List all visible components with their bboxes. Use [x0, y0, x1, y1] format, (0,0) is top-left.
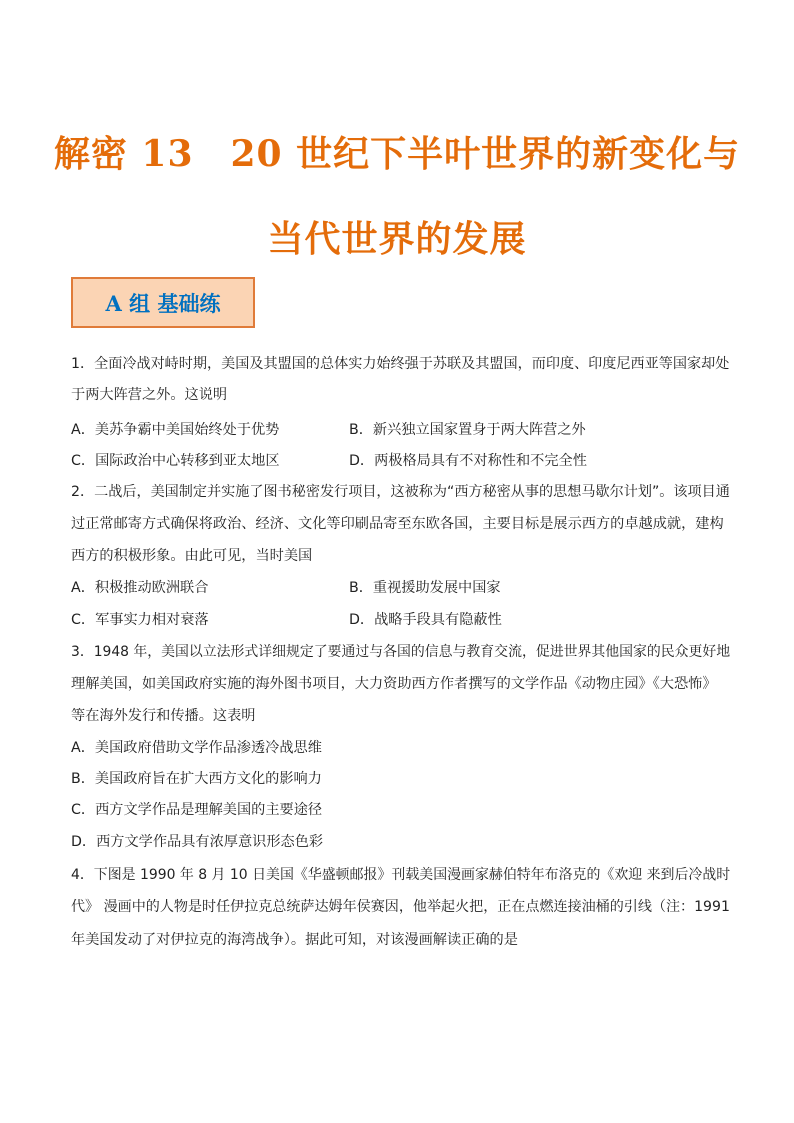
- option-c: C．西方文学作品是理解美国的主要途径: [71, 802, 323, 818]
- question-stem-line: 2．二战后，美国制定并实施了图书秘密发行项目，这被称为“西方秘密从事的思想马歇尔计划”。该项目通: [71, 484, 730, 500]
- group-label-box: [71, 277, 255, 328]
- page-title-line-2: 当代世界的发展: [267, 218, 527, 260]
- option-a: A．美国政府借助文学作品渗透冷战思维: [71, 740, 322, 756]
- option-c: C．国际政治中心转移到亚太地区: [71, 453, 280, 469]
- question-stem-line: 1．全面冷战对峙时期，美国及其盟国的总体实力始终强于苏联及其盟国，而印度、印度尼西亚等国家却处: [71, 356, 730, 372]
- option-a: A．积极推动欧洲联合: [71, 580, 209, 596]
- question-stem-line: 于两大阵营之外。这说明: [71, 387, 228, 403]
- question-stem-line: 等在海外发行和传播。这表明: [71, 708, 256, 724]
- question-stem-line: 4．下图是 1990 年 8 月 10 日美国《华盛顿邮报》刊载美国漫画家赫伯特年布洛克的《欢迎 来到后冷战时: [71, 867, 731, 883]
- question-stem-line: 代》 漫画中的人物是时任伊拉克总统萨达姆年侯赛因，他举起火把，正在点燃连接油桶的引线（注：1991: [71, 899, 730, 915]
- option-d: D．战略手段具有隐蔽性: [349, 612, 502, 628]
- option-b: B．新兴独立国家置身于两大阵营之外: [349, 422, 586, 438]
- option-d: D．两极格局具有不对称性和不完全性: [349, 453, 587, 469]
- question-stem-line: 过正常邮寄方式确保将政治、经济、文化等印刷品寄至东欧各国，主要目标是展示西方的卓越成就，建构: [71, 516, 724, 532]
- page-title-line-1: 解密 13 20 世纪下半叶世界的新变化与: [53, 133, 741, 175]
- option-c: C．军事实力相对衰落: [71, 612, 209, 628]
- option-b: B．美国政府旨在扩大西方文化的影响力: [71, 771, 322, 787]
- option-d: D．西方文学作品具有浓厚意识形态色彩: [71, 834, 324, 850]
- question-stem-line: 西方的积极形象。由此可见，当时美国: [71, 548, 313, 564]
- option-b: B．重视援助发展中国家: [349, 580, 501, 596]
- question-stem-line: 3．1948 年，美国以立法形式详细规定了要通过与各国的信息与教育交流，促进世界其他国家的民众更好地: [71, 644, 731, 660]
- question-stem-line: 理解美国，如美国政府实施的海外图书项目，大力资助西方作者撰写的文学作品《动物庄园》《大恐怖》: [71, 676, 717, 692]
- question-stem-line: 年美国发动了对伊拉克的海湾战争）。据此可知，对该漫画解读正确的是: [71, 932, 518, 948]
- option-a: A．美苏争霸中美国始终处于优势: [71, 422, 280, 438]
- group-label: A 组 基础练: [105, 290, 221, 316]
